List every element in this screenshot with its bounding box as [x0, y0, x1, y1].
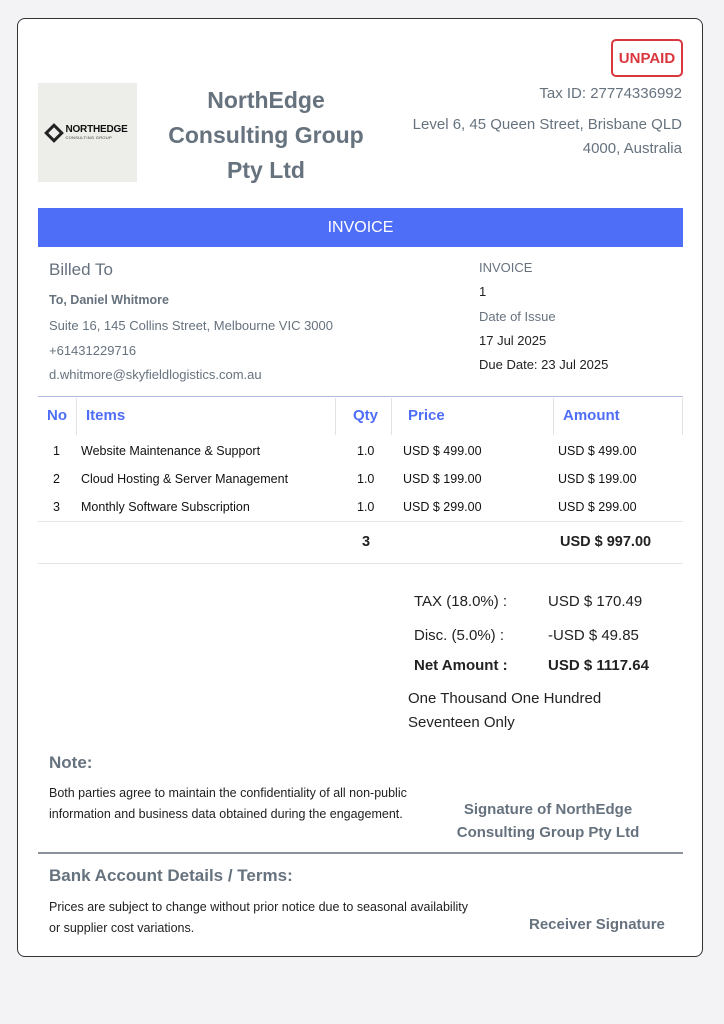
- column-separator: [391, 398, 392, 435]
- discount-label: Disc. (5.0%) :: [414, 627, 505, 644]
- row-item: Cloud Hosting & Server Management: [81, 472, 289, 486]
- amount-in-words: One Thousand One Hundred Seventeen Only: [408, 690, 602, 731]
- header-qty: Qty: [353, 407, 379, 424]
- row-amount: USD $ 199.00: [558, 472, 637, 486]
- column-separator: [76, 398, 77, 435]
- discount-value: -USD $ 49.85: [548, 627, 639, 644]
- note-heading: Note:: [49, 753, 93, 772]
- bank-heading: Bank Account Details / Terms:: [49, 866, 293, 885]
- row-no: 3: [53, 500, 60, 514]
- row-item: Website Maintenance & Support: [81, 444, 261, 458]
- company-logo: [38, 83, 137, 182]
- table-top-divider: [38, 396, 683, 397]
- billed-to-email: d.whitmore@skyfieldlogistics.com.au: [49, 367, 262, 382]
- company-signature-label: Signature of NorthEdge Consulting Group Pty Ltd: [456, 801, 640, 841]
- header-no: No: [47, 407, 67, 424]
- row-qty: 1.0: [357, 500, 375, 514]
- row-qty: 1.0: [357, 472, 375, 486]
- date-of-issue-label: Date of Issue: [479, 309, 556, 324]
- column-separator: [335, 398, 336, 435]
- company-address: Level 6, 45 Queen Street, Brisbane QLD 4000, Australia: [412, 116, 682, 157]
- row-qty: 1.0: [357, 444, 375, 458]
- bank-body: Prices are subject to change without prior notice due to seasonal availability or supplier cost variations.: [49, 900, 468, 935]
- net-amount-value: USD $ 1117.64: [548, 657, 649, 674]
- receiver-signature-label: Receiver Signature: [529, 916, 665, 933]
- row-amount: USD $ 299.00: [558, 500, 637, 514]
- logo-diamond-icon: [45, 123, 65, 143]
- billed-to-phone: +61431229716: [49, 343, 137, 358]
- billed-to-heading: Billed To: [49, 260, 113, 279]
- logo-name: NORTHEDGE: [65, 124, 128, 135]
- table-bottom-divider: [38, 563, 683, 564]
- tax-label: TAX (18.0%) :: [414, 593, 508, 610]
- section-divider: [38, 852, 683, 854]
- invoice-card: [17, 18, 703, 957]
- total-amount: USD $ 997.00: [560, 534, 652, 550]
- header-amount: Amount: [563, 407, 620, 424]
- date-of-issue-value: 17 Jul 2025: [479, 333, 547, 348]
- invoice-number: 1: [479, 284, 487, 299]
- row-price: USD $ 299.00: [403, 500, 482, 514]
- tax-id: Tax ID: 27774336992: [539, 85, 682, 102]
- row-item: Monthly Software Subscription: [81, 500, 250, 514]
- row-price: USD $ 199.00: [403, 472, 482, 486]
- row-amount: USD $ 499.00: [558, 444, 637, 458]
- header-price: Price: [408, 407, 445, 424]
- row-price: USD $ 499.00: [403, 444, 482, 458]
- logo-subtitle: CONSULTING GROUP: [65, 135, 112, 140]
- invoice-label: INVOICE: [479, 260, 533, 275]
- total-qty: 3: [362, 534, 371, 550]
- net-amount-label: Net Amount :: [414, 657, 508, 674]
- header-items: Items: [86, 407, 126, 424]
- billed-to-address: Suite 16, 145 Collins Street, Melbourne VIC 3000: [49, 318, 334, 333]
- invoice-banner: INVOICE: [38, 208, 683, 247]
- company-name: NorthEdge Consulting Group Pty Ltd: [168, 87, 364, 183]
- row-no: 2: [53, 472, 60, 486]
- tax-value: USD $ 170.49: [548, 593, 643, 610]
- column-separator: [553, 398, 554, 435]
- due-date: Due Date: 23 Jul 2025: [479, 357, 609, 372]
- status-badge: UNPAID: [611, 39, 683, 77]
- note-body: Both parties agree to maintain the confidentiality of all non-public information and business data obtained during the engagement.: [49, 786, 407, 821]
- column-separator: [682, 398, 683, 435]
- billed-to-name: To, Daniel Whitmore: [49, 293, 169, 307]
- row-no: 1: [53, 444, 60, 458]
- table-total-divider: [38, 521, 683, 522]
